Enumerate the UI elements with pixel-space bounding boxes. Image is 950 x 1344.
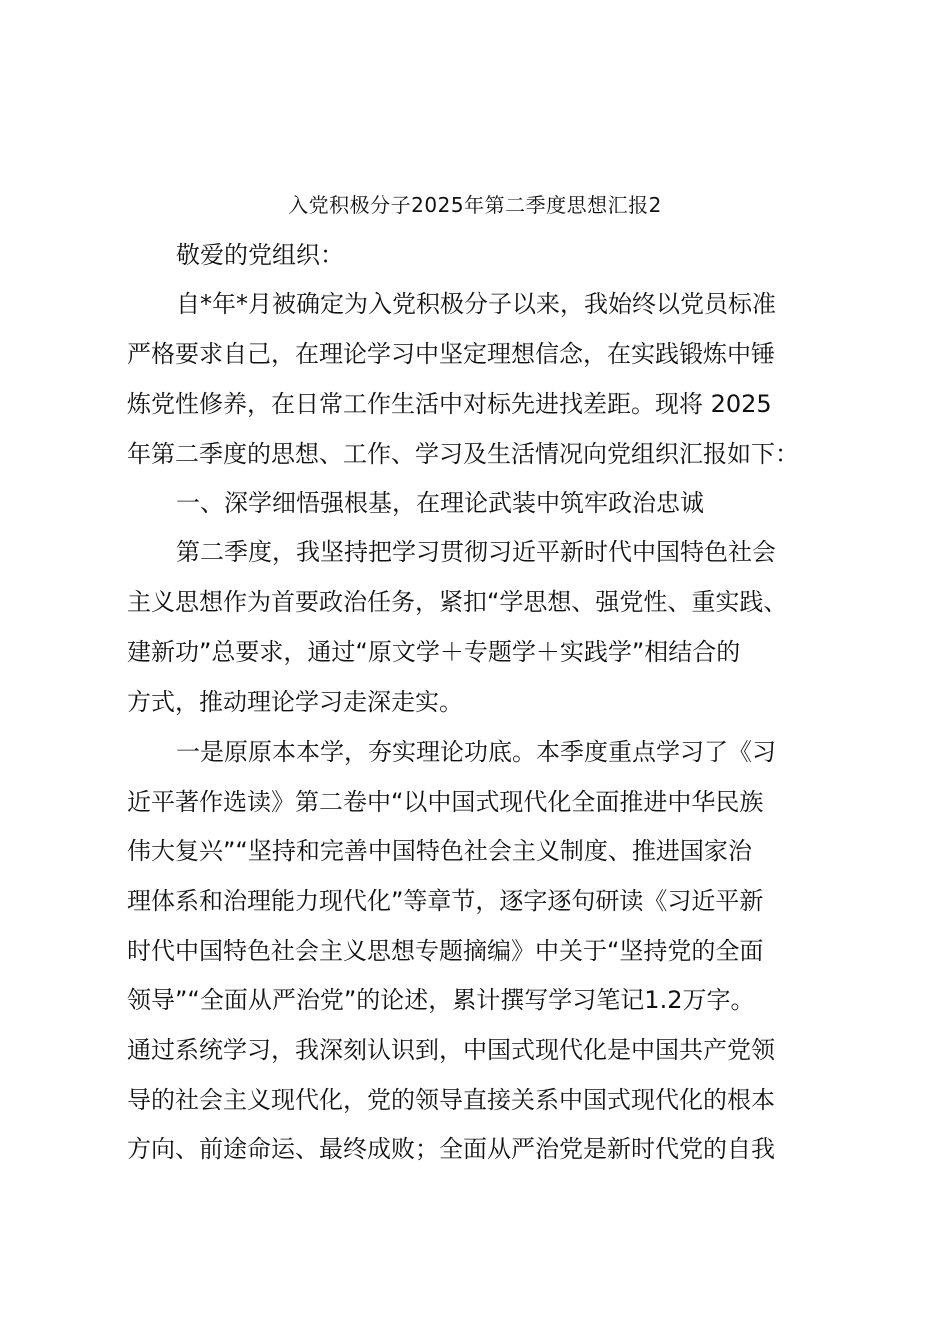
paragraph-line: 理体系和治理能力现代化”等章节，逐字逐句研读《习近平新 <box>127 887 764 915</box>
paragraph-line: 时代中国特色社会主义思想专题摘编》中关于“坚持党的全面 <box>127 937 764 965</box>
paragraph-line: 第二季度，我坚持把学习贯彻习近平新时代中国特色社会 <box>176 538 776 566</box>
paragraph-line: 炼党性修养，在日常工作生活中对标先进找差距。现将 2025 <box>127 390 772 418</box>
document-title: 入党积极分子2025年第二季度思想汇报2 <box>288 193 662 217</box>
section-heading: 一、深学细悟强根基，在理论武装中筑牢政治忠诚 <box>176 489 704 517</box>
paragraph-line: 主义思想作为首要政治任务，紧扣“学思想、强党性、重实践、 <box>127 588 788 616</box>
salutation: 敬爱的党组织： <box>176 241 344 269</box>
paragraph-line: 伟大复兴”“坚持和完善中国特色社会主义制度、推进国家治 <box>127 837 752 865</box>
paragraph-line: 方向、前途命运、最终成败；全面从严治党是新时代党的自我 <box>127 1135 775 1163</box>
paragraph-line: 自*年*月被确定为入党积极分子以来，我始终以党员标准 <box>176 290 776 318</box>
paragraph-line: 通过系统学习，我深刻认识到，中国式现代化是中国共产党领 <box>127 1036 775 1064</box>
paragraph-line: 严格要求自己，在理论学习中坚定理想信念，在实践锻炼中锤 <box>127 340 775 368</box>
paragraph-line: 导的社会主义现代化，党的领导直接关系中国式现代化的根本 <box>127 1086 775 1114</box>
paragraph-line: 年第二季度的思想、工作、学习及生活情况向党组织汇报如下： <box>127 440 799 468</box>
paragraph-line: 领导”“全面从严治党”的论述，累计撰写学习笔记1.2万字。 <box>127 986 755 1014</box>
paragraph-line: 方式，推动理论学习走深走实。 <box>127 688 463 716</box>
paragraph-line: 建新功”总要求，通过“原文学＋专题学＋实践学”相结合的 <box>127 638 741 666</box>
paragraph-line: 一是原原本本学，夯实理论功底。本季度重点学习了《习 <box>176 738 776 766</box>
paragraph-line: 近平著作选读》第二卷中“以中国式现代化全面推进中华民族 <box>127 788 764 816</box>
